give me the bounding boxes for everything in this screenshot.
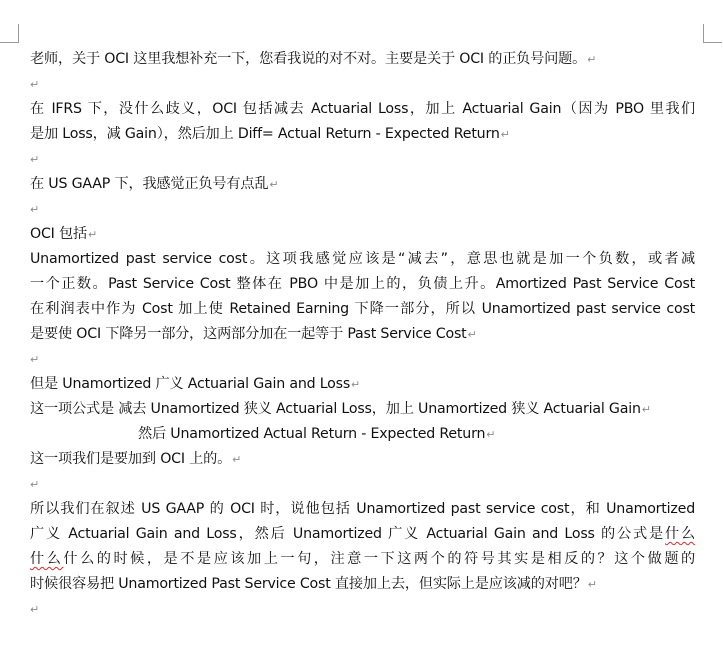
text-line[interactable] bbox=[30, 547, 695, 572]
text-line[interactable] bbox=[30, 172, 695, 197]
text-line[interactable] bbox=[30, 222, 695, 247]
text-line[interactable] bbox=[30, 47, 695, 72]
line-text: 然后 Unamortized Actual Return - Expected Return bbox=[138, 426, 486, 442]
paragraph-mark-icon: ↵ bbox=[486, 428, 496, 441]
text-line[interactable] bbox=[30, 572, 695, 597]
page-corner-marker-right bbox=[703, 24, 722, 43]
line-text: 在 IFRS 下，没什么歧义，OCI 包括减去 Actuarial Loss，加上 Actuarial Gain（因为 PBO 里我们 bbox=[30, 101, 695, 117]
page-corner-marker-left bbox=[0, 24, 19, 43]
paragraph-mark-icon: ↵ bbox=[351, 378, 361, 391]
paragraph-mark-icon: ↵ bbox=[30, 478, 40, 491]
text-line[interactable] bbox=[30, 272, 695, 297]
paragraph-mark-icon: ↵ bbox=[641, 403, 651, 416]
paragraph-mark-icon: ↵ bbox=[30, 153, 40, 166]
text-line[interactable] bbox=[30, 247, 695, 272]
line-text: 这一项公式是 减去 Unamortized 狭义 Actuarial Loss，加上 Unamortized 狭义 Actuarial Gain bbox=[30, 401, 641, 417]
paragraph-mark-icon: ↵ bbox=[269, 178, 279, 191]
paragraph-mark-icon: ↵ bbox=[87, 228, 97, 241]
text-line[interactable] bbox=[30, 522, 695, 547]
line-text: 所以我们在叙述 US GAAP 的 OCI 时，说他包括 Unamortized past service cost，和 Unamortized bbox=[30, 501, 695, 517]
paragraph-mark-icon: ↵ bbox=[30, 78, 40, 91]
line-text: 广义 Actuarial Gain and Loss，然后 Unamortized 广义 Actuarial Gain and Loss 的公式是什么 bbox=[30, 526, 695, 542]
paragraph-mark-icon: ↵ bbox=[587, 578, 597, 591]
empty-paragraph[interactable] bbox=[30, 147, 695, 172]
line-text: 在 US GAAP 下，我感觉正负号有点乱 bbox=[30, 176, 269, 192]
line-text: 这一项我们是要加到 OCI 上的。 bbox=[30, 451, 232, 467]
text-line[interactable] bbox=[30, 372, 695, 397]
paragraph-mark-icon: ↵ bbox=[30, 353, 40, 366]
text-line[interactable] bbox=[30, 422, 695, 447]
text-line[interactable] bbox=[30, 122, 695, 147]
paragraph-mark-icon: ↵ bbox=[30, 203, 40, 216]
document-body[interactable] bbox=[30, 47, 695, 622]
paragraph-mark-icon: ↵ bbox=[587, 53, 597, 66]
text-line[interactable] bbox=[30, 447, 695, 472]
line-text: OCI 包括 bbox=[30, 226, 87, 242]
line-text: 老师，关于 OCI 这里我想补充一下，您看我说的对不对。主要是关于 OCI 的正负号问题。 bbox=[30, 51, 587, 67]
spellcheck-underline: 什么 bbox=[30, 551, 64, 567]
empty-paragraph[interactable] bbox=[30, 72, 695, 97]
text-line[interactable] bbox=[30, 322, 695, 347]
line-text: 什么什么的时候，是不是应该加上一句，注意一下这两个的符号其实是相反的？这个做题的 bbox=[30, 551, 695, 567]
empty-paragraph[interactable] bbox=[30, 197, 695, 222]
text-line[interactable] bbox=[30, 97, 695, 122]
empty-paragraph[interactable] bbox=[30, 597, 695, 622]
text-line[interactable] bbox=[30, 397, 695, 422]
line-text: 一个正数。Past Service Cost 整体在 PBO 中是加上的，负债上升。Amortized Past Service Cost bbox=[30, 276, 695, 292]
text-line[interactable] bbox=[30, 297, 695, 322]
paragraph-mark-icon: ↵ bbox=[30, 603, 40, 616]
text-line[interactable] bbox=[30, 497, 695, 522]
spellcheck-underline: 什么 bbox=[665, 526, 695, 542]
line-text: Unamortized past service cost。这项我感觉应该是“减去”，意思也就是加一个负数，或者减 bbox=[30, 251, 695, 267]
line-text: 是要使 OCI 下降另一部分，这两部分加在一起等于 Past Service Cost bbox=[30, 326, 467, 342]
paragraph-mark-icon: ↵ bbox=[467, 328, 477, 341]
empty-paragraph[interactable] bbox=[30, 472, 695, 497]
paragraph-mark-icon: ↵ bbox=[500, 128, 510, 141]
empty-paragraph[interactable] bbox=[30, 347, 695, 372]
line-text: 但是 Unamortized 广义 Actuarial Gain and Loss bbox=[30, 376, 351, 392]
line-text: 时候很容易把 Unamortized Past Service Cost 直接加上去，但实际上是应该减的对吧？ bbox=[30, 576, 587, 592]
line-text: 是加 Loss，减 Gain），然后加上 Diff= Actual Return - Expected Return bbox=[30, 126, 500, 142]
line-text: 在利润表中作为 Cost 加上使 Retained Earning 下降一部分，所以 Unamortized past service cost bbox=[30, 301, 695, 317]
paragraph-mark-icon: ↵ bbox=[232, 453, 242, 466]
